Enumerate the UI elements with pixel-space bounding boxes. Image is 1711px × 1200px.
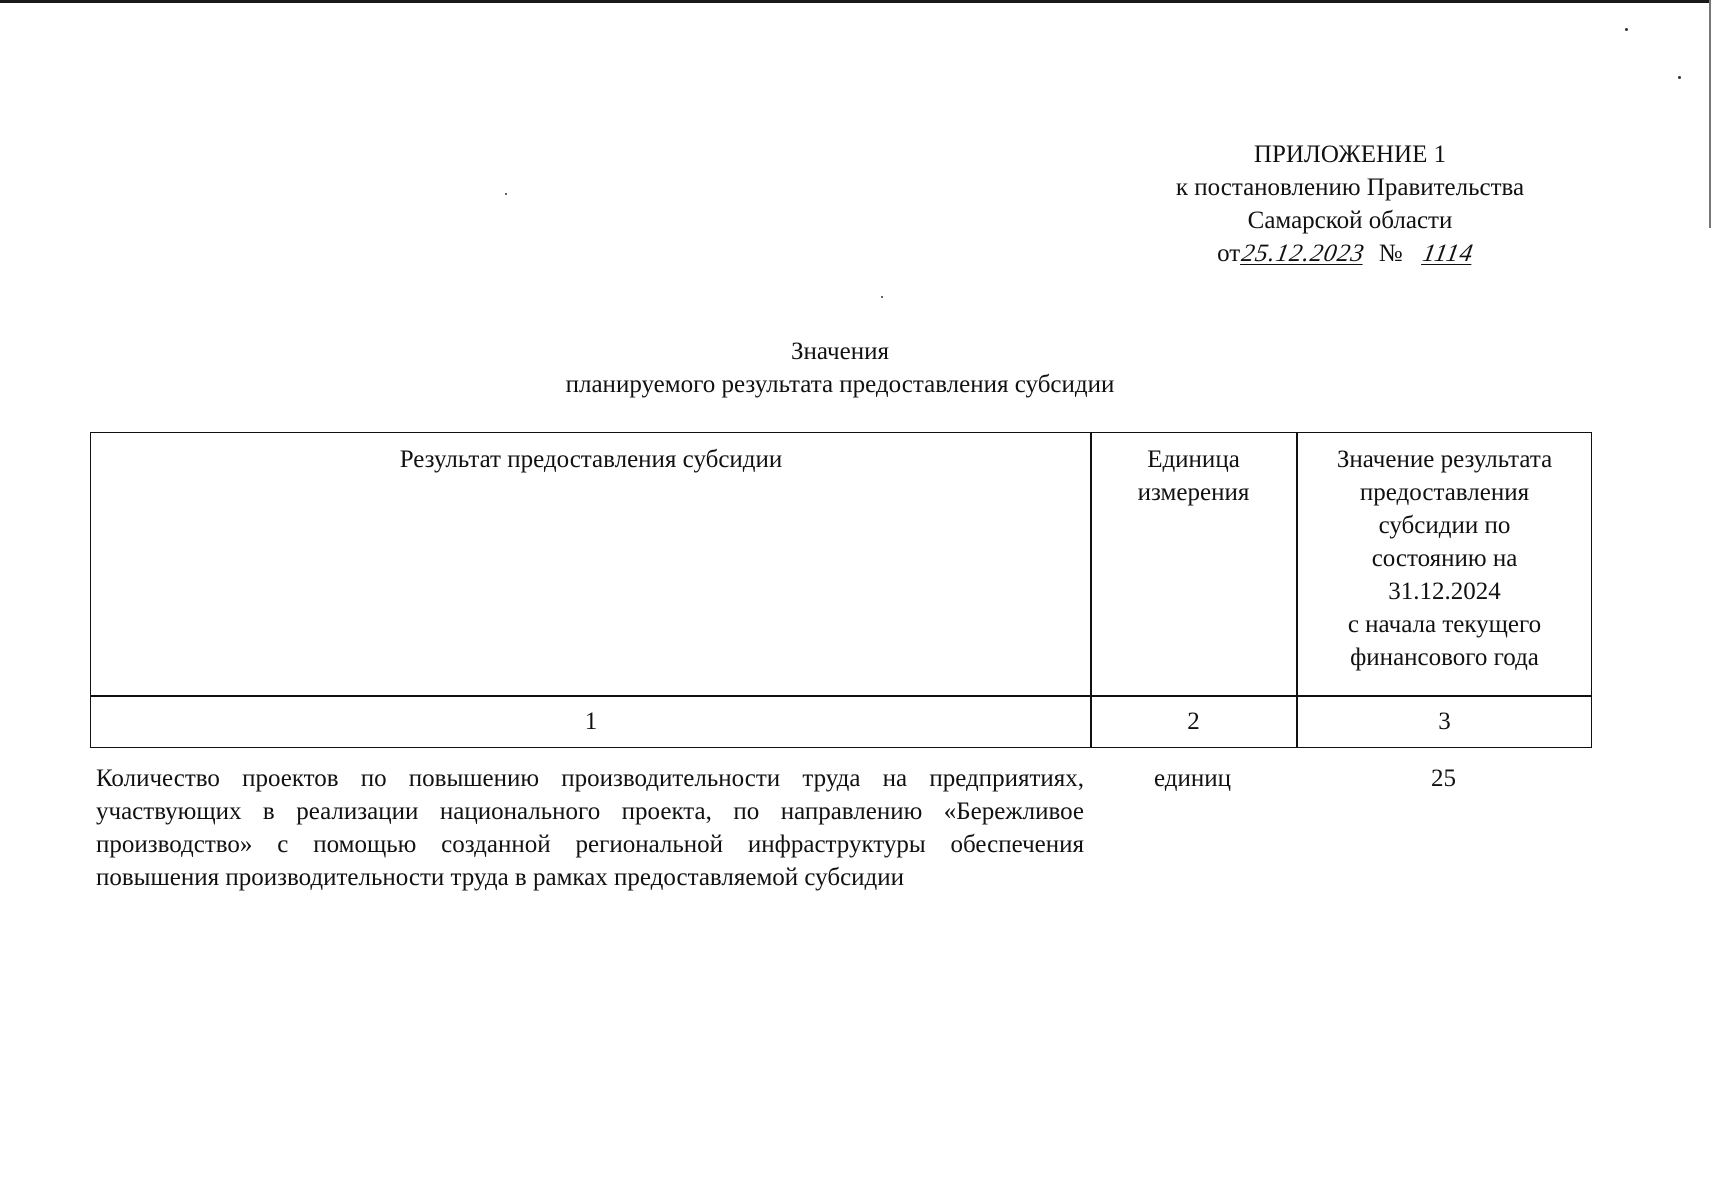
- header-divider: [91, 695, 1591, 697]
- row-result-text: Количество проектов по повышению производительности труда на предприятиях, участвующих в реализации национального проекта, по направлению «Бережливое производство» с помощью созданной региональной инфраструктуры обеспечения повышения производительности труда в рамках предоставляемой субсидии: [96, 765, 1084, 891]
- table-subtitle: планируемого результата предоставления субсидии: [565, 371, 1115, 398]
- column-number-3: 3: [1438, 708, 1451, 735]
- header-value-line: с начала текущего: [1347, 611, 1542, 638]
- appendix-title: ПРИЛОЖЕНИЕ 1: [1253, 141, 1447, 168]
- header-value-line: 31.12.2024: [1388, 578, 1501, 605]
- scan-speck: [881, 296, 883, 298]
- handwritten-number: 1114: [1420, 240, 1476, 267]
- row-unit: единиц: [1153, 765, 1231, 792]
- header-result: Результат предоставления субсидии: [399, 446, 783, 473]
- results-table-header: [90, 432, 1592, 748]
- scan-speck: [505, 193, 507, 195]
- column-number-2: 2: [1187, 708, 1200, 735]
- appendix-block: [1100, 138, 1600, 270]
- scan-speck: [1625, 28, 1628, 31]
- header-value-line: состоянию на: [1371, 545, 1518, 572]
- header-value: [1298, 443, 1591, 674]
- header-value-line: субсидии по: [1378, 512, 1511, 539]
- header-value-line: Значение результата: [1336, 446, 1553, 473]
- column-number-1: 1: [584, 708, 598, 735]
- scan-top-border: [0, 0, 1711, 3]
- table-title: Значения: [791, 338, 889, 365]
- header-unit-line: Единица: [1147, 446, 1240, 473]
- appendix-reference: к постановлению Правительства: [1175, 174, 1525, 201]
- appendix-region: Самарской области: [1247, 207, 1453, 234]
- header-unit: [1091, 443, 1296, 509]
- appendix-date-number: [1217, 237, 1483, 270]
- from-label: от: [1217, 240, 1241, 267]
- header-value-line: финансового года: [1350, 644, 1539, 671]
- header-unit-line: измерения: [1137, 479, 1250, 506]
- handwritten-date: 25.12.2023: [1239, 240, 1368, 267]
- number-label: №: [1378, 240, 1403, 267]
- header-value-line: предоставления: [1359, 479, 1530, 506]
- row-value: 25: [1431, 765, 1456, 792]
- scan-speck: [1678, 76, 1681, 79]
